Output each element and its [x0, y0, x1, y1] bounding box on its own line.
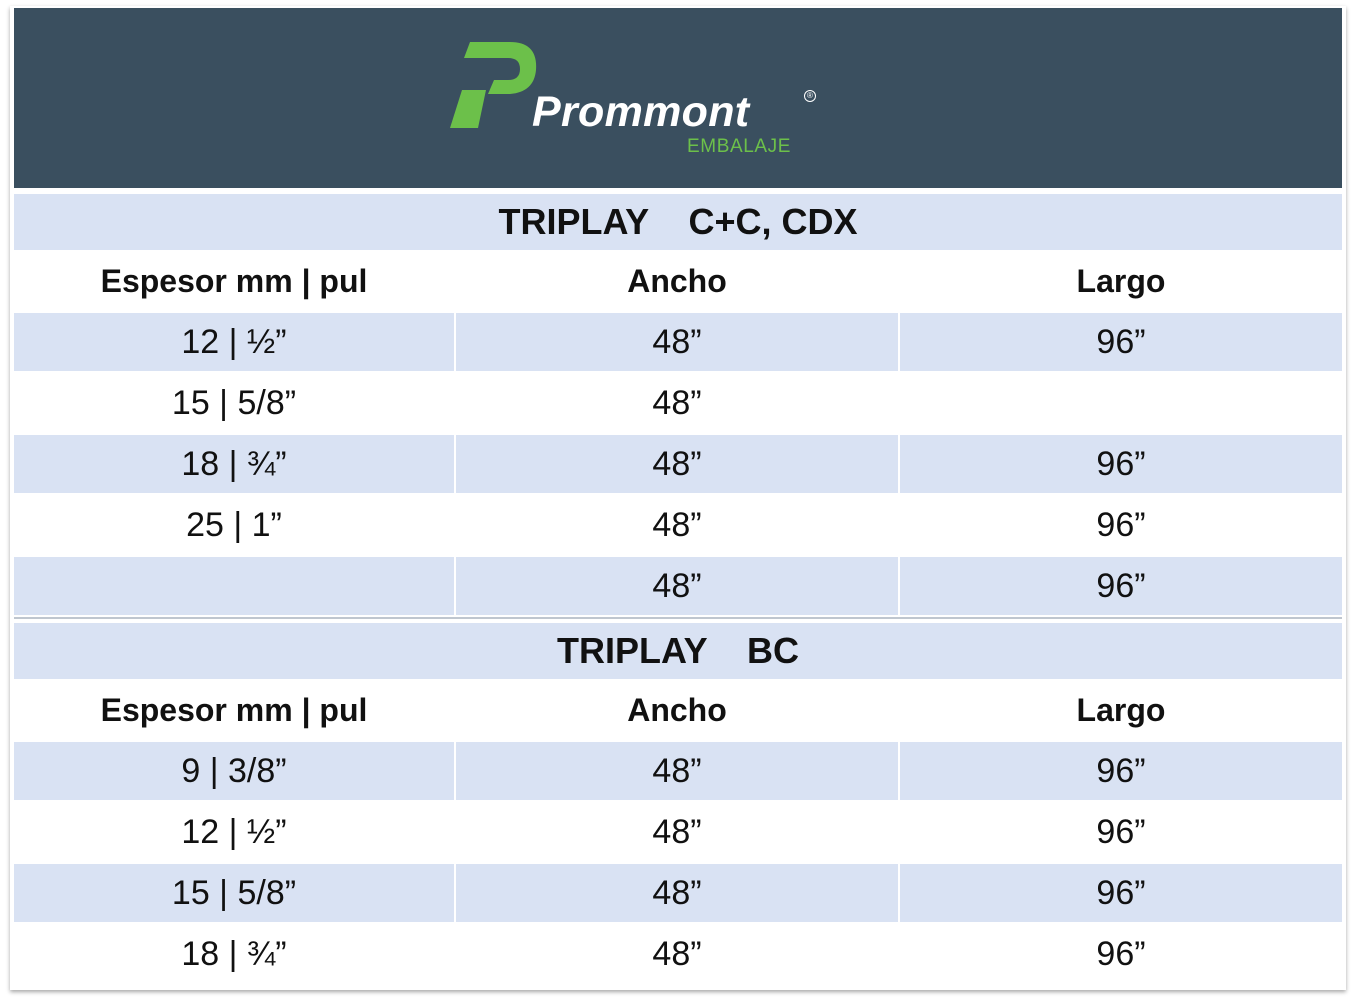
table-cell: 48”: [652, 812, 702, 851]
table-cell: [14, 557, 454, 615]
table-cell: 15 | 5/8”: [14, 864, 454, 922]
column-header-largo: Largo: [1076, 262, 1166, 299]
table-cell: 18 | ¾”: [181, 934, 287, 973]
registered-mark: ®: [804, 90, 816, 102]
table-cell: [900, 374, 1342, 432]
table-divider: [14, 617, 1342, 619]
table-cell: 12 | ½”: [14, 313, 454, 371]
brand-header: [14, 8, 1342, 188]
column-header-largo: Largo: [1076, 691, 1166, 728]
table-cell: 25 | 1”: [186, 505, 282, 544]
table-cell: 48”: [456, 864, 898, 922]
table-cell: 96”: [900, 435, 1342, 493]
column-header-ancho: Ancho: [627, 262, 727, 299]
table-cell: 96”: [900, 557, 1342, 615]
column-header-espesor: Espesor mm | pul: [100, 262, 368, 299]
table-cell: 48”: [456, 435, 898, 493]
table-title: TRIPLAY C+C, CDX: [14, 194, 1342, 250]
table-cell: 9 | 3/8”: [14, 742, 454, 800]
table-cell: 96”: [1096, 505, 1146, 544]
column-header-ancho: Ancho: [627, 691, 727, 728]
table-cell: 48”: [456, 742, 898, 800]
table-cell: 96”: [1096, 812, 1146, 851]
table-cell: 12 | ½”: [181, 812, 287, 851]
table-cell: 48”: [456, 313, 898, 371]
table-cell: 18 | ¾”: [14, 435, 454, 493]
table-cell: 48”: [652, 383, 702, 422]
table-title: TRIPLAY BC: [14, 623, 1342, 679]
table-cell: 15 | 5/8”: [171, 383, 297, 422]
column-header-espesor: Espesor mm | pul: [100, 691, 368, 728]
table-cell: 96”: [900, 313, 1342, 371]
table-cell: 96”: [1096, 934, 1146, 973]
table-cell: 48”: [652, 934, 702, 973]
price-sheet: [10, 6, 1346, 990]
table-cell: 48”: [456, 557, 898, 615]
prommont-logo-icon: [450, 42, 538, 128]
table-cell: 48”: [652, 505, 702, 544]
brand-subtitle: EMBALAJE: [687, 136, 792, 157]
table-cell: 96”: [900, 864, 1342, 922]
table-cell: 96”: [900, 742, 1342, 800]
brand-name: Prommont: [532, 88, 750, 136]
